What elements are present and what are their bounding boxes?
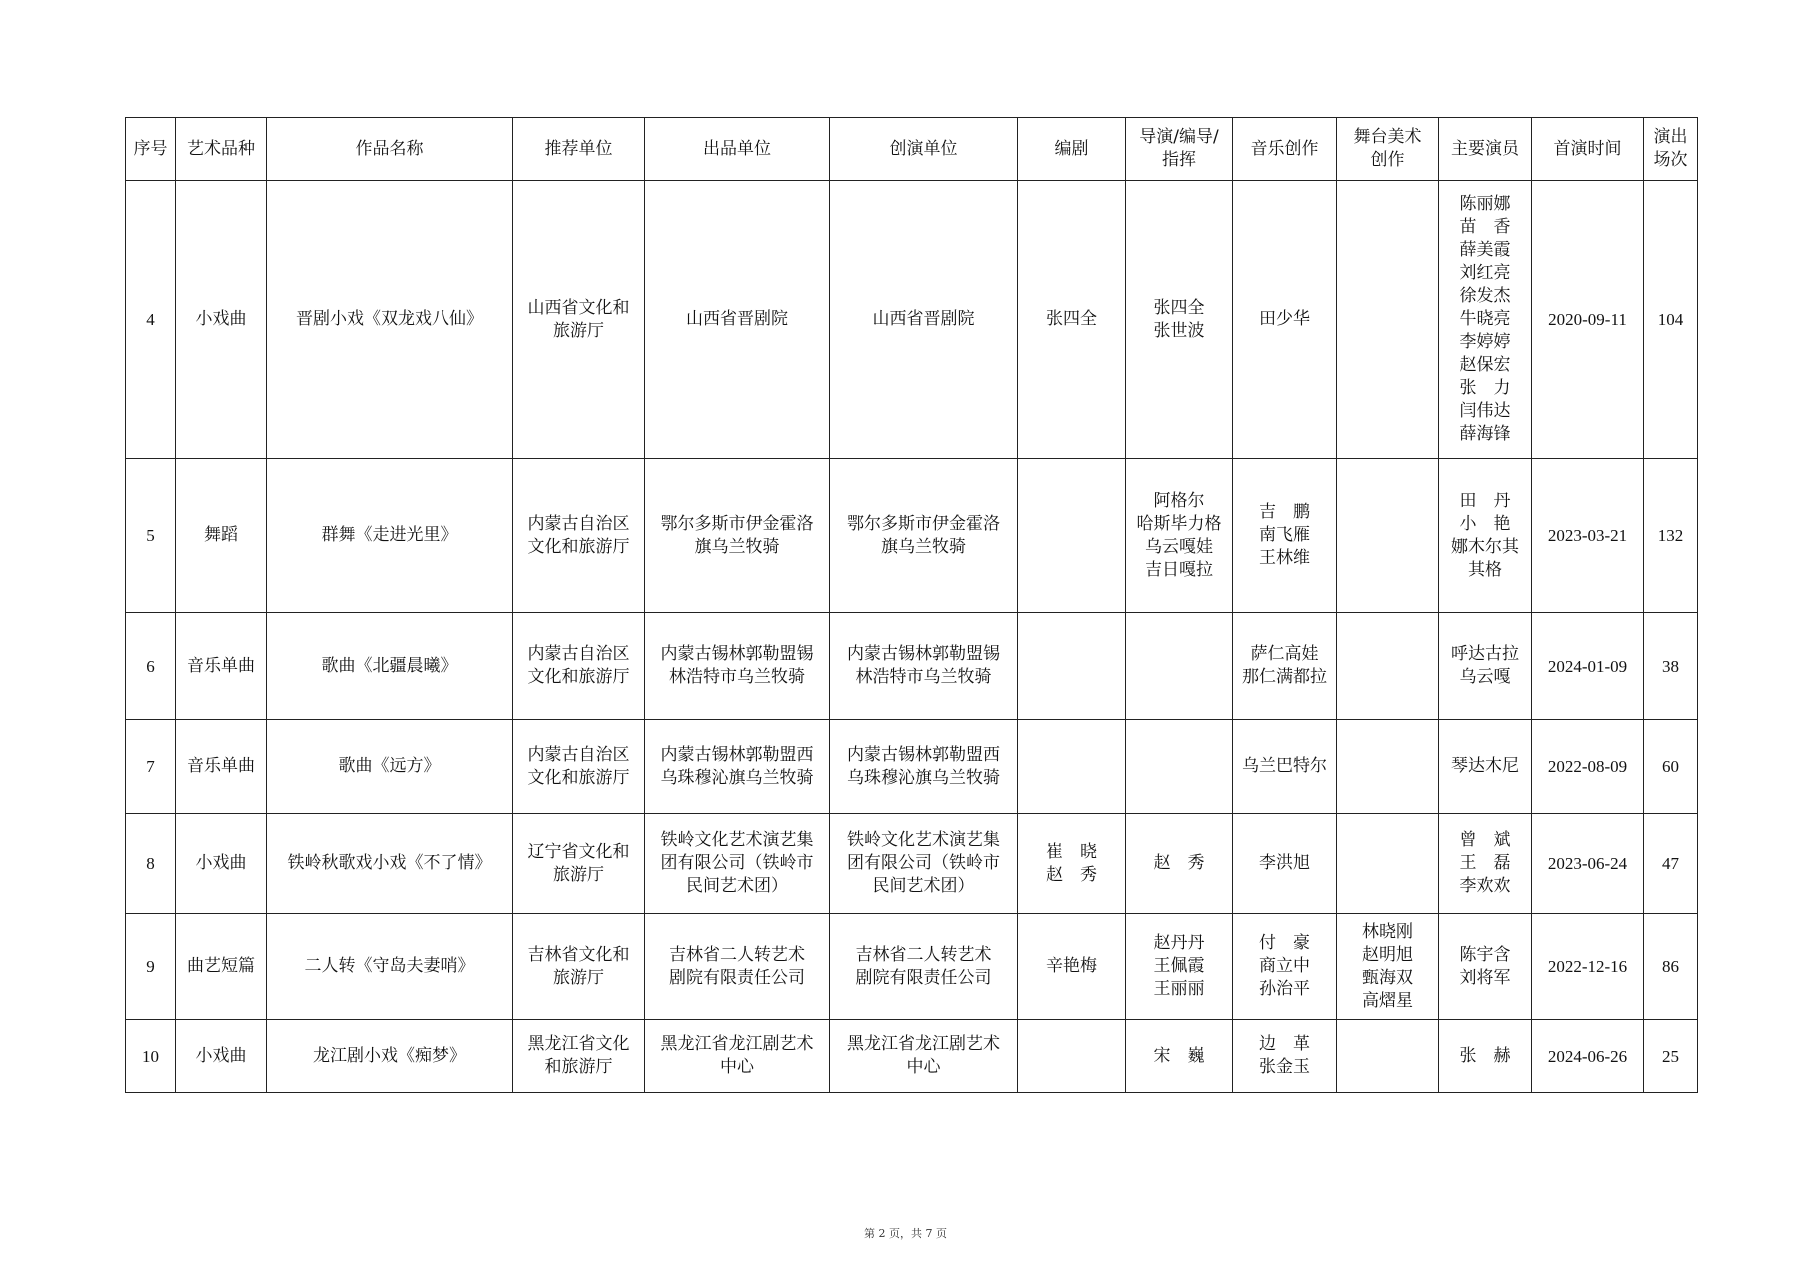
cell-title: 歌曲《远方》 <box>267 720 513 814</box>
cell-writer <box>1018 814 1126 914</box>
cell-director <box>1126 613 1233 720</box>
awards-table <box>125 117 1698 1093</box>
cell-actors <box>1439 181 1532 459</box>
music-name: 那仁满都拉 <box>1242 667 1327 687</box>
cell-director <box>1126 814 1233 914</box>
cell-producer: 内蒙古锡林郭勒盟西 乌珠穆沁旗乌兰牧骑 <box>645 720 830 814</box>
music-name: 边 革 <box>1259 1034 1310 1054</box>
stage-name: 赵明旭 <box>1362 944 1413 965</box>
header-col-no: 序号 <box>126 118 176 181</box>
writer-name: 张四全 <box>1046 309 1097 329</box>
cell-recommender: 山西省文化和 旅游厅 <box>513 181 645 459</box>
cell-stage <box>1337 181 1439 459</box>
header-col-writer: 编剧 <box>1018 118 1126 181</box>
cell-actors <box>1439 814 1532 914</box>
director-name: 乌云嘎娃 <box>1145 536 1213 557</box>
music-name: 田少华 <box>1259 309 1310 329</box>
director-name: 阿格尔 <box>1153 490 1205 511</box>
music-name: 张金玉 <box>1259 1057 1310 1077</box>
cell-category: 曲艺短篇 <box>176 914 267 1020</box>
cell-category: 小戏曲 <box>176 814 267 914</box>
music-name: 南飞雁 <box>1259 525 1310 545</box>
cell-director <box>1126 720 1233 814</box>
actors-name: 李欢欢 <box>1459 876 1511 896</box>
actors-name: 张 力 <box>1459 378 1511 398</box>
actors-name: 小 艳 <box>1459 513 1511 534</box>
cell-shows: 132 <box>1644 459 1698 613</box>
cell-title: 二人转《守岛夫妻哨》 <box>267 914 513 1020</box>
cell-performer: 内蒙古锡林郭勒盟锡 林浩特市乌兰牧骑 <box>830 613 1018 720</box>
cell-no: 8 <box>126 814 176 914</box>
music-name: 商立中 <box>1259 956 1310 976</box>
cell-no: 9 <box>126 914 176 1020</box>
header-col-premiere: 首演时间 <box>1532 118 1644 181</box>
cell-writer <box>1018 181 1126 459</box>
cell-director <box>1126 914 1233 1020</box>
actors-name: 苗 香 <box>1459 217 1511 237</box>
cell-no: 6 <box>126 613 176 720</box>
cell-no: 5 <box>126 459 176 613</box>
cell-producer: 吉林省二人转艺术 剧院有限责任公司 <box>645 914 830 1020</box>
cell-shows: 104 <box>1644 181 1698 459</box>
director-name: 赵 秀 <box>1153 853 1205 873</box>
director-name: 张世波 <box>1153 320 1205 341</box>
actors-name: 陈丽娜 <box>1459 194 1511 214</box>
actors-name: 牛晓亮 <box>1459 309 1511 329</box>
table-row <box>126 814 1698 914</box>
cell-recommender: 内蒙古自治区 文化和旅游厅 <box>513 459 645 613</box>
table-row <box>126 914 1698 1020</box>
music-name: 付 豪 <box>1259 933 1310 953</box>
cell-category: 舞蹈 <box>176 459 267 613</box>
cell-director <box>1126 1020 1233 1093</box>
cell-performer: 山西省晋剧院 <box>830 181 1018 459</box>
cell-stage <box>1337 914 1439 1020</box>
cell-producer: 鄂尔多斯市伊金霍洛 旗乌兰牧骑 <box>645 459 830 613</box>
music-name: 吉 鹏 <box>1259 502 1310 522</box>
cell-shows: 38 <box>1644 613 1698 720</box>
cell-premiere: 2024-06-26 <box>1532 1020 1644 1093</box>
actors-name: 娜木尔其 <box>1451 536 1519 557</box>
actors-name: 王 磊 <box>1459 853 1511 873</box>
cell-stage <box>1337 720 1439 814</box>
cell-producer: 山西省晋剧院 <box>645 181 830 459</box>
table-row <box>126 720 1698 814</box>
cell-producer: 黑龙江省龙江剧艺术 中心 <box>645 1020 830 1093</box>
cell-category: 音乐单曲 <box>176 720 267 814</box>
table-row <box>126 1020 1698 1093</box>
cell-music <box>1233 1020 1337 1093</box>
table-header-row <box>126 118 1698 181</box>
music-name: 李洪旭 <box>1259 853 1310 873</box>
cell-stage <box>1337 613 1439 720</box>
cell-title: 龙江剧小戏《痴梦》 <box>267 1020 513 1093</box>
cell-recommender: 内蒙古自治区 文化和旅游厅 <box>513 720 645 814</box>
cell-actors <box>1439 459 1532 613</box>
actors-name: 曾 斌 <box>1459 830 1511 850</box>
director-name: 宋 巍 <box>1153 1045 1205 1066</box>
cell-actors <box>1439 1020 1532 1093</box>
cell-music <box>1233 459 1337 613</box>
director-name: 赵丹丹 <box>1153 933 1205 953</box>
table-row <box>126 181 1698 459</box>
header-col-music: 音乐创作 <box>1233 118 1337 181</box>
cell-performer: 吉林省二人转艺术 剧院有限责任公司 <box>830 914 1018 1020</box>
music-name: 王林维 <box>1259 548 1310 568</box>
cell-performer: 铁岭文化艺术演艺集 团有限公司（铁岭市 民间艺术团） <box>830 814 1018 914</box>
cell-title: 铁岭秋歌戏小戏《不了情》 <box>267 814 513 914</box>
cell-premiere: 2020-09-11 <box>1532 181 1644 459</box>
cell-writer <box>1018 459 1126 613</box>
director-name: 王丽丽 <box>1153 979 1205 999</box>
music-name: 乌兰巴特尔 <box>1242 756 1327 776</box>
cell-actors <box>1439 914 1532 1020</box>
cell-shows: 86 <box>1644 914 1698 1020</box>
cell-recommender: 内蒙古自治区 文化和旅游厅 <box>513 613 645 720</box>
cell-producer: 内蒙古锡林郭勒盟锡 林浩特市乌兰牧骑 <box>645 613 830 720</box>
table-row <box>126 613 1698 720</box>
music-name: 孙治平 <box>1259 979 1310 999</box>
header-col-director: 导演/编导/ 指挥 <box>1126 118 1233 181</box>
cell-actors <box>1439 720 1532 814</box>
header-col-performer: 创演单位 <box>830 118 1018 181</box>
cell-producer: 铁岭文化艺术演艺集 团有限公司（铁岭市 民间艺术团） <box>645 814 830 914</box>
cell-premiere: 2024-01-09 <box>1532 613 1644 720</box>
director-name: 张四全 <box>1153 297 1205 318</box>
page-footer: 第 2 页，共 7 页 <box>864 1227 947 1240</box>
cell-title: 晋剧小戏《双龙戏八仙》 <box>267 181 513 459</box>
cell-shows: 47 <box>1644 814 1698 914</box>
actors-name: 薛海锋 <box>1459 424 1511 444</box>
cell-performer: 黑龙江省龙江剧艺术 中心 <box>830 1020 1018 1093</box>
cell-writer <box>1018 1020 1126 1093</box>
cell-recommender: 黑龙江省文化 和旅游厅 <box>513 1020 645 1093</box>
music-name: 萨仁高娃 <box>1250 644 1319 664</box>
cell-premiere: 2022-12-16 <box>1532 914 1644 1020</box>
cell-music <box>1233 914 1337 1020</box>
writer-name: 辛艳梅 <box>1046 956 1097 976</box>
actors-name: 徐发杰 <box>1459 286 1511 306</box>
cell-music <box>1233 181 1337 459</box>
cell-premiere: 2023-06-24 <box>1532 814 1644 914</box>
header-col-title: 作品名称 <box>267 118 513 181</box>
cell-music <box>1233 613 1337 720</box>
cell-no: 4 <box>126 181 176 459</box>
header-col-recommender: 推荐单位 <box>513 118 645 181</box>
stage-name: 高熠星 <box>1362 990 1413 1011</box>
cell-writer <box>1018 613 1126 720</box>
director-name: 王佩霞 <box>1153 956 1205 976</box>
cell-shows: 60 <box>1644 720 1698 814</box>
actors-name: 李婷婷 <box>1459 332 1511 352</box>
director-name: 吉日嘎拉 <box>1145 559 1213 580</box>
cell-writer <box>1018 914 1126 1020</box>
cell-stage <box>1337 814 1439 914</box>
header-col-actors: 主要演员 <box>1439 118 1532 181</box>
cell-performer: 鄂尔多斯市伊金霍洛 旗乌兰牧骑 <box>830 459 1018 613</box>
cell-music <box>1233 814 1337 914</box>
header-col-category: 艺术品种 <box>176 118 267 181</box>
actors-name: 张 赫 <box>1459 1045 1511 1066</box>
stage-name: 林晓刚 <box>1362 921 1413 942</box>
actors-name: 乌云嘎 <box>1459 667 1511 687</box>
actors-name: 呼达古拉 <box>1451 644 1519 664</box>
actors-name: 薛美霞 <box>1459 240 1511 260</box>
cell-writer <box>1018 720 1126 814</box>
director-name: 哈斯毕力格 <box>1136 513 1222 534</box>
cell-title: 歌曲《北疆晨曦》 <box>267 613 513 720</box>
cell-category: 小戏曲 <box>176 181 267 459</box>
writer-name: 赵 秀 <box>1046 864 1097 885</box>
cell-recommender: 吉林省文化和 旅游厅 <box>513 914 645 1020</box>
cell-performer: 内蒙古锡林郭勒盟西 乌珠穆沁旗乌兰牧骑 <box>830 720 1018 814</box>
cell-recommender: 辽宁省文化和 旅游厅 <box>513 814 645 914</box>
cell-category: 音乐单曲 <box>176 613 267 720</box>
writer-name: 崔 晓 <box>1046 841 1097 862</box>
cell-music <box>1233 720 1337 814</box>
actors-name: 刘将军 <box>1459 967 1511 988</box>
actors-name: 刘红亮 <box>1459 263 1511 283</box>
cell-actors <box>1439 613 1532 720</box>
cell-no: 10 <box>126 1020 176 1093</box>
stage-name: 甄海双 <box>1362 967 1413 988</box>
cell-title: 群舞《走进光里》 <box>267 459 513 613</box>
cell-stage <box>1337 459 1439 613</box>
cell-premiere: 2023-03-21 <box>1532 459 1644 613</box>
table-row <box>126 459 1698 613</box>
cell-premiere: 2022-08-09 <box>1532 720 1644 814</box>
actors-name: 赵保宏 <box>1459 355 1511 375</box>
cell-no: 7 <box>126 720 176 814</box>
header-col-shows: 演出 场次 <box>1644 118 1698 181</box>
cell-shows: 25 <box>1644 1020 1698 1093</box>
header-col-stage: 舞台美术 创作 <box>1337 118 1439 181</box>
cell-director <box>1126 181 1233 459</box>
header-col-producer: 出品单位 <box>645 118 830 181</box>
actors-name: 田 丹 <box>1459 490 1511 511</box>
actors-name: 闫伟达 <box>1459 401 1511 421</box>
actors-name: 琴达木尼 <box>1451 756 1519 776</box>
cell-director <box>1126 459 1233 613</box>
cell-category: 小戏曲 <box>176 1020 267 1093</box>
cell-stage <box>1337 1020 1439 1093</box>
actors-name: 其格 <box>1468 559 1502 580</box>
actors-name: 陈宇含 <box>1459 944 1511 965</box>
